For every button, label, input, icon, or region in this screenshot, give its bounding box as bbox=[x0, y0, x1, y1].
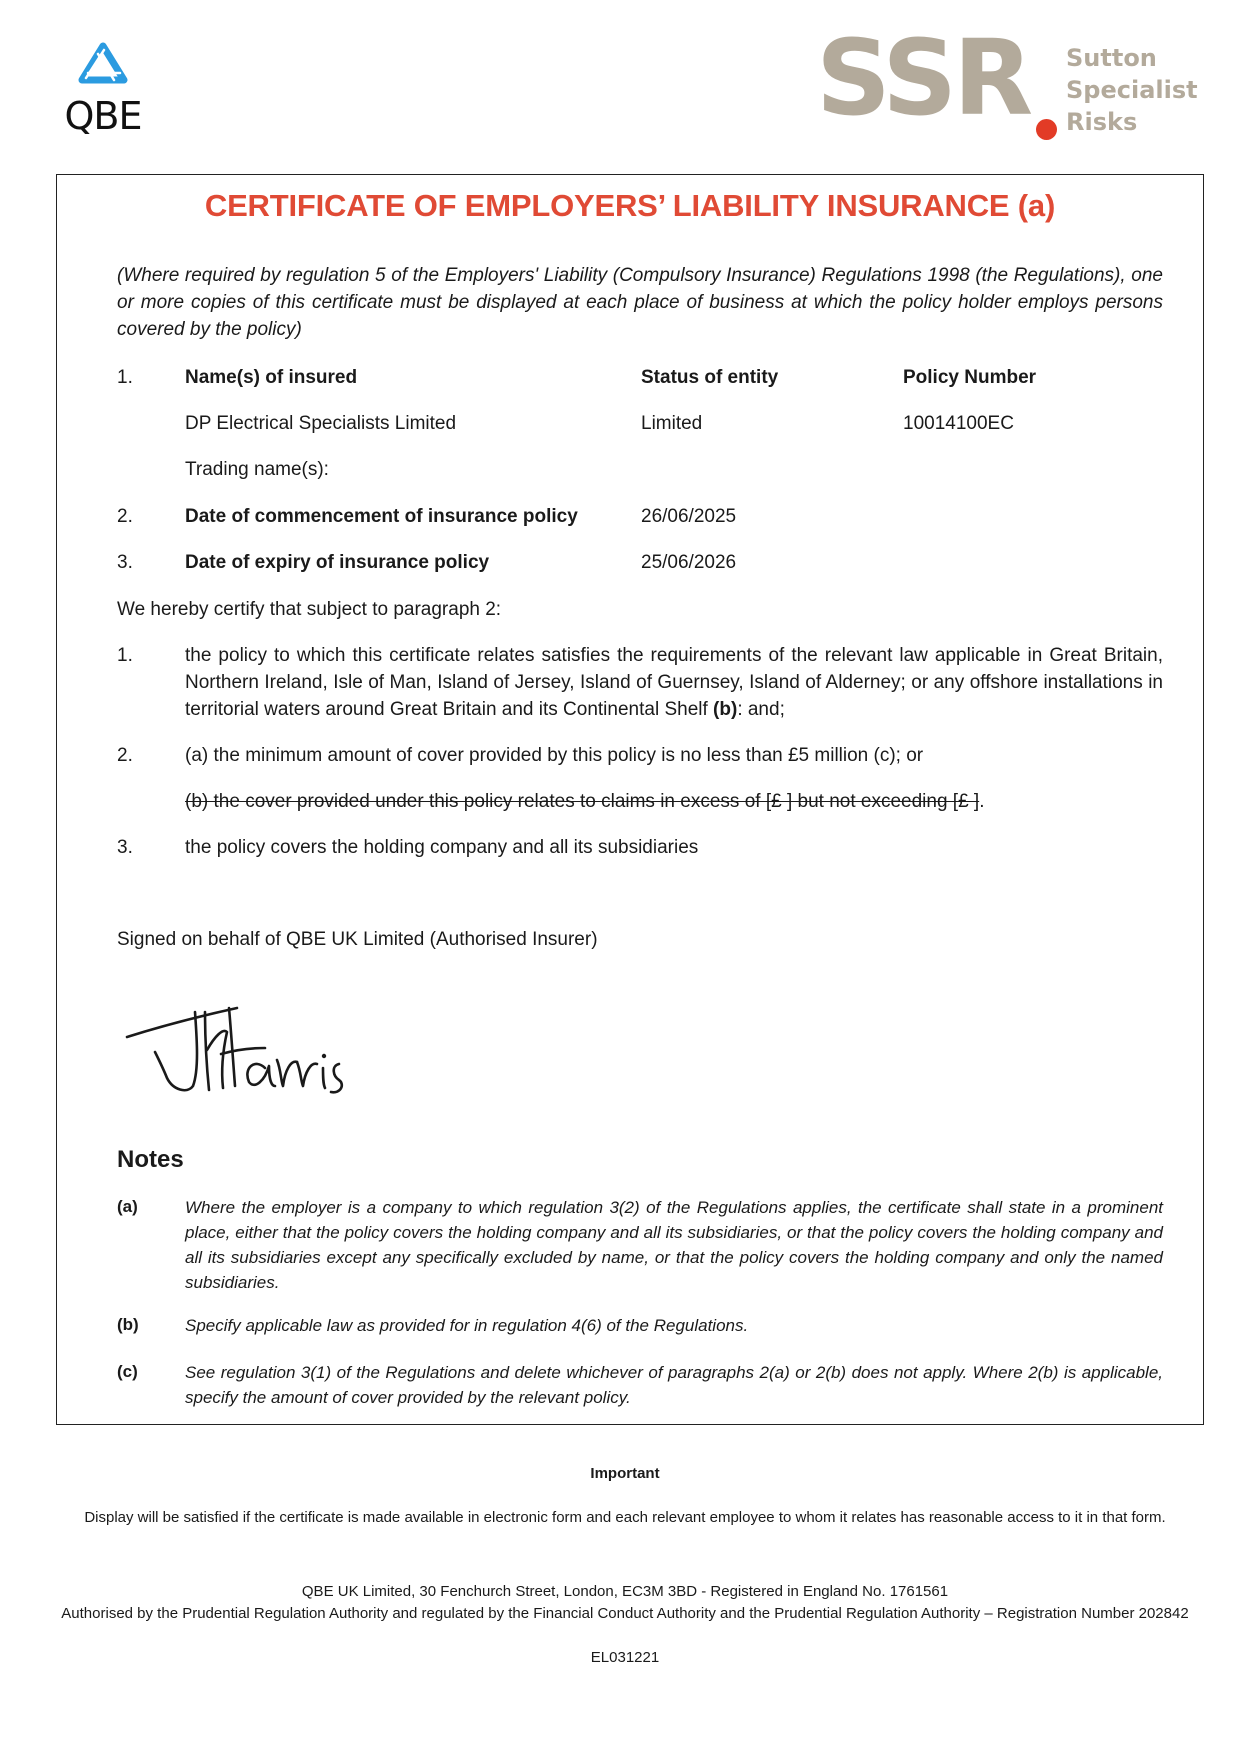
entity-status: Limited bbox=[641, 413, 703, 434]
signature bbox=[125, 990, 355, 1100]
signed-on-behalf: Signed on behalf of QBE UK Limited (Authorised Insurer) bbox=[117, 929, 598, 950]
certify-item-number: 3. bbox=[117, 837, 133, 858]
insured-name-header: Name(s) of insured bbox=[185, 367, 358, 388]
signature-icon bbox=[125, 990, 355, 1100]
form-code: EL031221 bbox=[590, 1649, 660, 1666]
certify-lead: We hereby certify that subject to paragraph 2: bbox=[117, 599, 502, 620]
certify-item-2b-struck: (b) the cover provided under this policy relates to claims in excess of [£ ] but not exceeding [£ ]. bbox=[185, 791, 985, 812]
note-ref-b: (b) bbox=[713, 699, 738, 720]
certify-item-number: 2. bbox=[117, 745, 133, 766]
insured-name: DP Electrical Specialists Limited bbox=[185, 413, 457, 434]
policy-number-header: Policy Number bbox=[903, 367, 1037, 388]
item-number: 2. bbox=[117, 506, 133, 527]
qbe-logo bbox=[58, 40, 148, 140]
ssr-wordmark: SSR bbox=[816, 17, 1030, 139]
expiry-date: 25/06/2026 bbox=[641, 552, 737, 573]
trading-names-label: Trading name(s): bbox=[185, 459, 329, 480]
ssr-red-dot-icon bbox=[1036, 119, 1057, 140]
intro-paragraph: (Where required by regulation 5 of the Employers' Liability (Compulsory Insurance) Regulations 1998 (the Regulations), one or more copies of this certificate must be displayed at each place of business at which the policy holder employs persons covered by the policy) bbox=[117, 265, 1163, 340]
certify-item-number: 1. bbox=[117, 645, 133, 666]
note-label: (a) bbox=[117, 1197, 138, 1216]
company-registration-line: QBE UK Limited, 30 Fenchurch Street, London, EC3M 3BD - Registered in England No. 1761561 bbox=[301, 1583, 949, 1600]
note-a-text: Where the employer is a company to which regulation 3(2) of the Regulations applies, the certificate shall state in a prominent place, either that the policy covers the holding company and all its subsidiaries, or that the policy covers the holding company and all its subsidiaries except any specifically excluded by name, or that the policy covers the holding company and only the named subsidiaries. bbox=[185, 1198, 1163, 1292]
qbe-triangle-icon bbox=[58, 40, 148, 90]
authorisation-line: Authorised by the Prudential Regulation Authority and regulated by the Financial Conduct Authority and the Prudential Regulation Authority – Registration Number 202842 bbox=[61, 1605, 1189, 1622]
note-label: (c) bbox=[117, 1362, 138, 1381]
certify-item-2a: (a) the minimum amount of cover provided by this policy is no less than £5 million (c); or bbox=[185, 745, 924, 766]
qbe-wordmark: QBE bbox=[64, 94, 142, 138]
expiry-label: Date of expiry of insurance policy bbox=[185, 552, 490, 573]
note-label: (b) bbox=[117, 1315, 139, 1334]
ssr-company-name: Sutton Specialist Risks bbox=[1066, 44, 1198, 136]
item-number: 1. bbox=[117, 367, 133, 388]
important-heading: Important bbox=[590, 1465, 660, 1482]
note-b-text: Specify applicable law as provided for in regulation 4(6) of the Regulations. bbox=[185, 1316, 749, 1335]
policy-number: 10014100EC bbox=[903, 413, 1014, 434]
ssr-logo bbox=[816, 17, 1216, 140]
certificate-title: CERTIFICATE OF EMPLOYERS’ LIABILITY INSURANCE (a) bbox=[204, 188, 1056, 223]
status-header: Status of entity bbox=[641, 367, 779, 388]
commencement-date: 26/06/2025 bbox=[641, 506, 737, 527]
commencement-label: Date of commencement of insurance policy bbox=[185, 506, 578, 527]
certify-item-3: the policy covers the holding company and all its subsidiaries bbox=[185, 837, 699, 858]
notes-heading: Notes bbox=[117, 1146, 184, 1173]
item-number: 3. bbox=[117, 552, 133, 573]
note-c-text: See regulation 3(1) of the Regulations and delete whichever of paragraphs 2(a) or 2(b) does not apply. Where 2(b) is applicable, specify the amount of cover provided by the relevant policy. bbox=[185, 1363, 1163, 1407]
important-text: Display will be satisfied if the certificate is made available in electronic form and each relevant employee to whom it relates has reasonable access to it in that form. bbox=[84, 1509, 1166, 1526]
certify-item-1: the policy to which this certificate relates satisfies the requirements of the relevant law applicable in Great Britain, Northern Ireland, Isle of Man, Island of Jersey, Island of Guernsey, Island of Alderney; or any offshore installations in territorial waters around Great Britain and its Continental Shelf (b): and; bbox=[185, 645, 1163, 720]
